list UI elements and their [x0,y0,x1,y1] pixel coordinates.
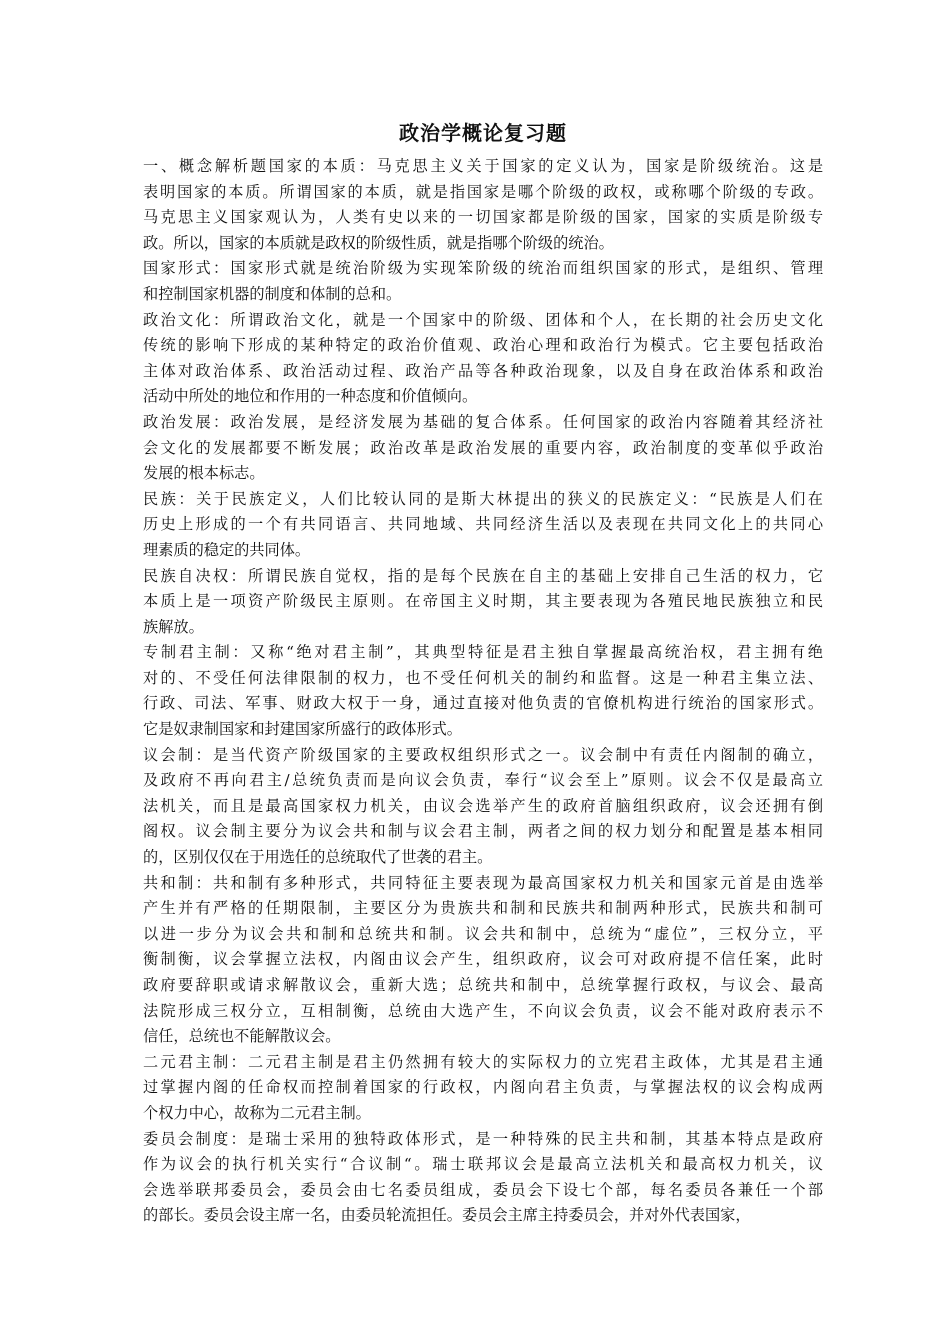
text-line: 发展的根本标志。 [143,464,265,483]
document-body [143,154,823,1229]
text-line: 会文化的发展都要不断发展；政治改革是政治发展的重要内容，政治制度的变革似乎政治 [143,438,823,457]
text-line: 政治文化：所谓政治文化，就是一个国家中的阶级、团体和个人，在长期的社会历史文化 [143,310,823,329]
paragraph [143,640,823,742]
text-line: 专制君主制：又称“绝对君主制”，其典型特征是君主独自掌握最高统治权，君主拥有绝 [143,643,823,662]
text-line: 的，区别仅仅在于用选任的总统取代了世袭的君主。 [143,848,493,867]
text-line: 理素质的稳定的共同体。 [143,540,311,559]
text-line: 共和制：共和制有多种形式，共同特征主要表现为最高国家权力机关和国家元首是由选举 [143,873,823,892]
text-line: 产生并有严格的任期限制，主要区分为贵族共和制和民族共和制两种形式，民族共和制可 [143,899,823,918]
text-line: 作为议会的执行机关实行“合议制“。瑞士联邦议会是最高立法机关和最高权力机关，议 [143,1155,823,1174]
text-line: 一、概念解析题国家的本质：马克思主义关于国家的定义认为，国家是阶级统治。这是 [143,157,823,175]
text-line: 以进一步分为议会共和制和总统共和制。议会共和制中，总统为“虚位”，三权分立，平 [143,924,823,943]
text-line: 传统的影响下形成的某种特定的政治价值观、政治心理和政治行为模式。它主要包括政治 [143,336,823,355]
text-line: 马克思主义国家观认为，人类有史以来的一切国家都是阶级的国家，国家的实质是阶级专 [143,208,823,227]
text-line: 历史上形成的一个有共同语言、共同地域、共同经济生活以及表现在共同文化上的共同心 [143,515,823,534]
text-line: 委员会制度：是瑞士采用的独特政体形式，是一种特殊的民主共和制，其基本特点是政府 [143,1129,823,1148]
text-line: 主体对政治体系、政治活动过程、政治产品等各种政治现象，以及自身在政治体系和政治 [143,361,823,380]
document-page [143,118,823,1229]
text-line: 对的、不受任何法律限制的权力，也不受任何机关的制约和监督。这是一种君主集立法、 [143,668,823,687]
text-line: 法机关，而且是最高国家权力机关，由议会选举产生的政府首脑组织政府，议会还拥有倒 [143,796,823,815]
paragraph [143,1127,823,1229]
paragraph [143,487,823,564]
text-line: 及政府不再向君主/总统负责而是向议会负责，奉行“议会至上”原则。议会不仅是最高立 [143,771,823,790]
document-title: 政治学概论复习题 [399,121,567,145]
paragraph [143,1050,823,1127]
paragraph [143,743,823,871]
text-line: 政。所以，国家的本质就是政权的阶级性质，就是指哪个阶级的统治。 [143,233,614,252]
paragraph [143,871,823,1050]
text-line: 会选举联邦委员会，委员会由七名委员组成，委员会下设七个部，每名委员各兼任一个部 [143,1180,823,1199]
text-line: 本质上是一项资产阶级民主原则。在帝国主义时期，其主要表现为各殖民地民族独立和民 [143,592,823,611]
text-line: 民族：关于民族定义，人们比较认同的是斯大林提出的狭义的民族定义：“民族是人们在 [143,489,823,508]
paragraph [143,256,823,307]
text-line: 政治发展：政治发展，是经济发展为基础的复合体系。任何国家的政治内容随着其经济社 [143,412,823,431]
text-line: 过掌握内阁的任命权而控制着国家的行政权，内阁向君主负责，与掌握法权的议会构成两 [143,1078,823,1097]
text-line: 民族自决权：所谓民族自觉权，指的是每个民族在自主的基础上安排自己生活的权力，它 [143,566,823,585]
text-line: 议会制：是当代资产阶级国家的主要政权组织形式之一。议会制中有责任内阁制的确立， [143,745,823,764]
text-line: 个权力中心，故称为二元君主制。 [143,1103,371,1122]
text-line: 国家形式：国家形式就是统治阶级为实现笨阶级的统治而组织国家的形式，是组织、管理 [143,259,823,278]
text-line: 法院形成三权分立，互相制衡，总统由大选产生，不向议会负责，议会不能对政府表示不 [143,1001,823,1020]
text-line: 的部长。委员会设主席一名，由委员轮流担任。委员会主席主持委员会，并对外代表国家， [143,1206,751,1225]
text-line: 阁权。议会制主要分为议会共和制与议会君主制，两者之间的权力划分和配置是基本相同 [143,822,823,841]
paragraph [143,308,823,410]
text-line: 族解放。 [143,617,204,636]
text-line: 衡制衡，议会掌握立法权，内阁由议会产生，组织政府，议会可对政府提不信任案，此时 [143,950,823,969]
text-line: 信任，总统也不能解散议会。 [143,1027,341,1046]
text-line: 和控制国家机器的制度和体制的总和。 [143,284,402,303]
text-line: 行政、司法、军事、财政大权于一身，通过直接对他负责的官僚机构进行统治的国家形式。 [143,694,823,713]
text-line: 活动中所处的地位和作用的一种态度和价值倾向。 [143,387,478,406]
paragraph [143,154,823,256]
text-line: 它是奴隶制国家和封建国家所盛行的政体形式。 [143,720,462,739]
text-line: 表明国家的本质。所谓国家的本质，就是指国家是哪个阶级的政权，或称哪个阶级的专政。 [143,182,823,201]
text-line: 二元君主制：二元君主制是君主仍然拥有较大的实际权力的立宪君主政体，尤其是君主通 [143,1052,823,1071]
text-line: 政府要辞职或请求解散议会，重新大选；总统共和制中，总统掌握行政权，与议会、最高 [143,976,823,994]
paragraph [143,410,823,487]
paragraph [143,564,823,641]
